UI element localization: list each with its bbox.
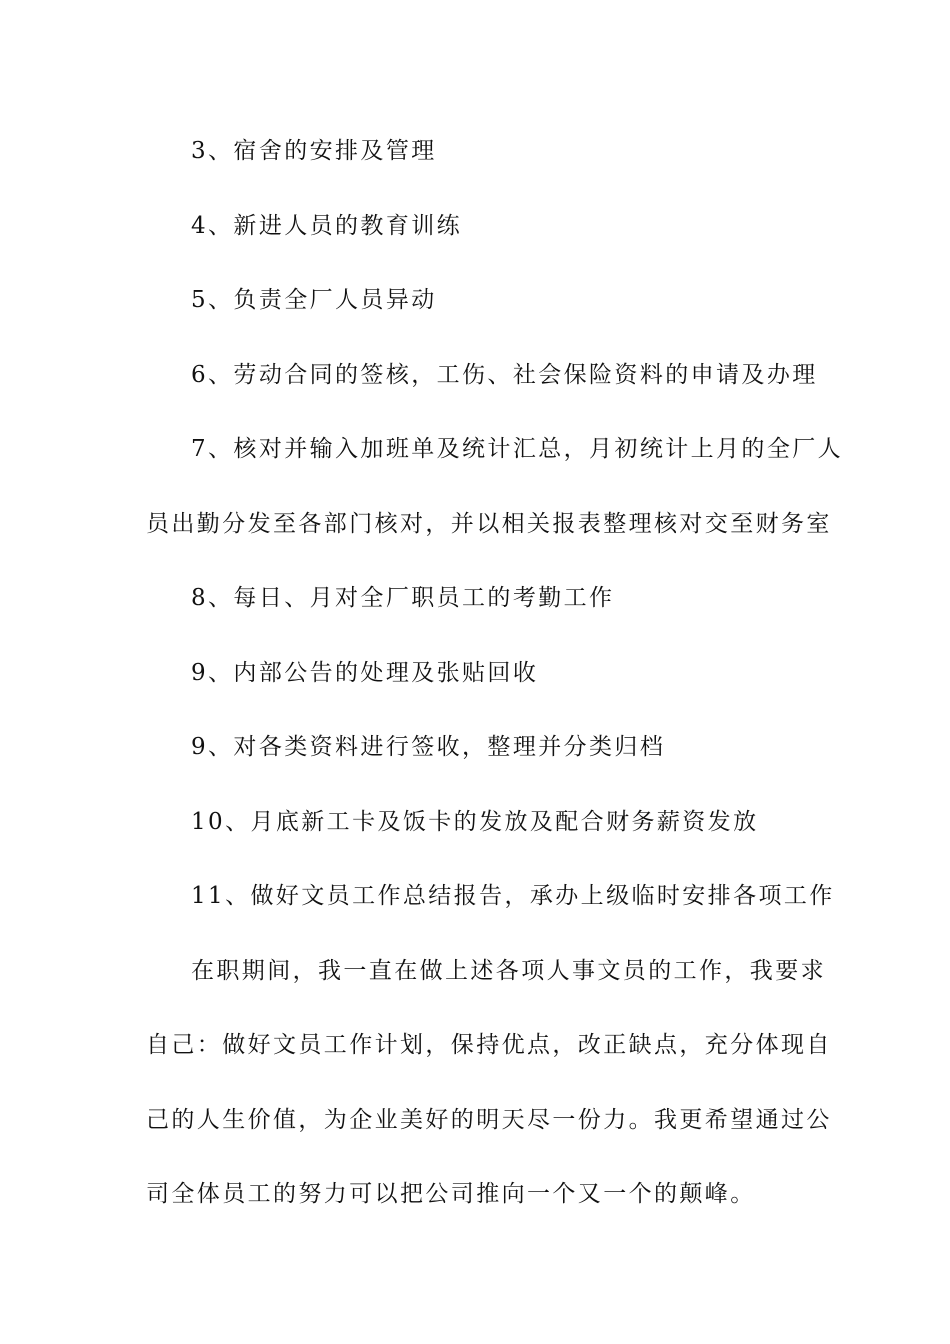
list-item-10: 10、月底新工卡及饭卡的发放及配合财务薪资发放 xyxy=(191,809,759,835)
list-item-4: 4、新进人员的教育训练 xyxy=(191,213,463,239)
list-item-6: 6、劳动合同的签核，工伤、社会保险资料的申请及办理 xyxy=(191,362,818,388)
list-item-7: 7、核对并输入加班单及统计汇总，月初统计上月的全厂人 xyxy=(191,436,844,462)
list-item-5: 5、负责全厂人员异动 xyxy=(191,287,437,313)
list-item-8: 8、每日、月对全厂职员工的考勤工作 xyxy=(191,585,615,611)
paragraph-line-2: 自己：做好文员工作计划，保持优点，改正缺点，充分体现自 xyxy=(146,1032,832,1058)
list-item-3: 3、宿舍的安排及管理 xyxy=(191,138,437,164)
list-item-11: 11、做好文员工作总结报告，承办上级临时安排各项工作 xyxy=(191,883,835,909)
paragraph-line-1: 在职期间，我一直在做上述各项人事文员的工作，我要求 xyxy=(191,958,826,984)
list-item-9b: 9、对各类资料进行签收，整理并分类归档 xyxy=(191,734,666,760)
paragraph-line-3: 己的人生价值，为企业美好的明天尽一份力。我更希望通过公 xyxy=(146,1107,832,1133)
list-item-7-continued: 员出勤分发至各部门核对，并以相关报表整理核对交至财务室 xyxy=(146,511,832,537)
paragraph-line-4: 司全体员工的努力可以把公司推向一个又一个的颠峰。 xyxy=(146,1181,756,1207)
list-item-9a: 9、内部公告的处理及张贴回收 xyxy=(191,660,539,686)
